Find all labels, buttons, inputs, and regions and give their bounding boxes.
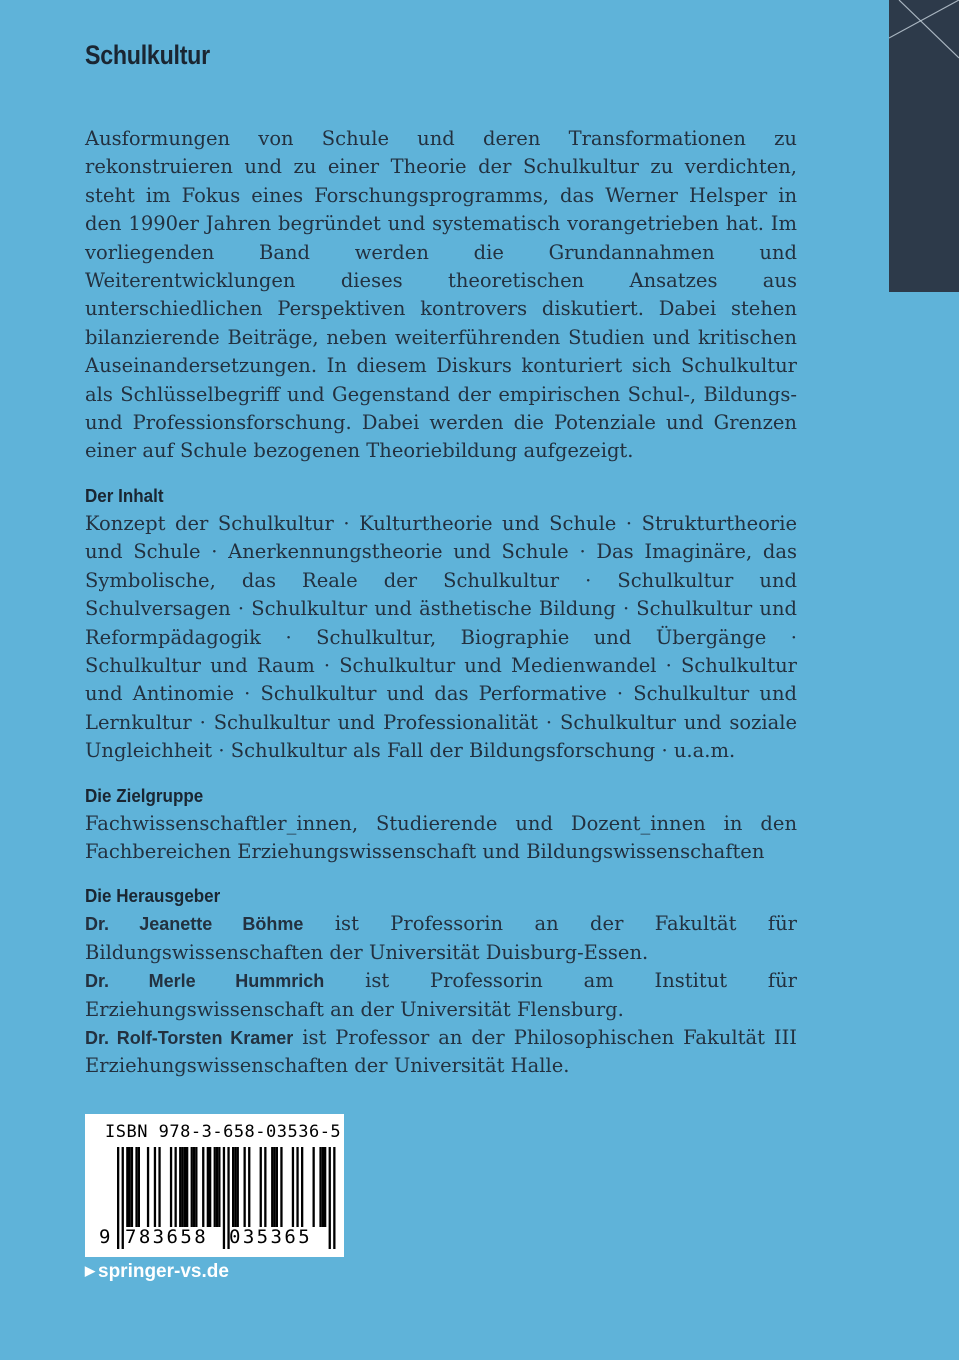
barcode-first-digit: 9: [99, 1226, 111, 1248]
editor-description: ist Professorin am Institut für Erziehungswissenschaft an der Universität Flensburg.: [85, 969, 797, 1021]
barcode-bar: [237, 1147, 239, 1227]
barcode-bar: [138, 1147, 140, 1227]
publisher-website-link[interactable]: [85, 1261, 229, 1283]
isbn-barcode: [85, 1114, 344, 1257]
barcode-bar: [273, 1147, 275, 1227]
barcode-bar: [218, 1147, 220, 1227]
barcode-bar: [292, 1147, 294, 1227]
editor-entry: [85, 910, 797, 967]
inhalt-heading: Der Inhalt: [85, 484, 164, 506]
barcode-bar: [126, 1147, 128, 1227]
editor-entry: [85, 967, 797, 1024]
barcode-bar: [131, 1147, 133, 1227]
triangle-right-icon: ▶: [85, 1263, 95, 1278]
barcode-bar: [260, 1147, 262, 1227]
barcode-right-digits: 035365: [229, 1226, 313, 1248]
barcode-bar: [322, 1147, 324, 1227]
barcode-bar: [122, 1147, 124, 1249]
editor-name: Dr. Jeanette Böhme: [85, 914, 304, 935]
intro-paragraph: Ausformungen von Schule und deren Transformationen zu rekonstruieren und zu einer Theorie der Schulkultur zu verdichten, steht im Fokus eines Forschungsprogramms, das Werner Helsper in den 1990er Jahren begründet und systematisch vorangetrieben hat. Im vorliegenden Band werden die Grundannahmen und Weiterentwicklungen dieses theoretischen Ansatzes aus unterschiedlichen Perspektiven kontrovers diskutiert. Dabei stehen bilanzierende Beiträge, neben weiterführenden Studien und kritischen Auseinandersetzungen. In diesem Diskurs konturiert sich Schulkultur als Schlüsselbegriff und Gegenstand der empirischen Schul-, Bildungs- und Professionsforschung. Dabei werden die Potenziale und Grenzen einer auf Schule bezogenen Theoriebildung aufgezeigt.: [85, 127, 797, 463]
zielgruppe-heading: Die Zielgruppe: [85, 784, 204, 806]
barcode-bar: [234, 1147, 236, 1227]
corner-decoration-panel: [889, 0, 959, 292]
barcode-bar: [209, 1147, 211, 1227]
barcode-bar: [184, 1147, 186, 1227]
barcode-bar: [170, 1147, 172, 1227]
editor-name: Dr. Rolf-Torsten Kramer: [85, 1027, 294, 1048]
zielgruppe-text: Fachwissenschaftler_innen, Studierende und Dozent_innen in den Fachbereichen Erziehungswissenschaft und Bildungswissenschaften: [85, 811, 797, 863]
barcode-bar: [207, 1147, 209, 1227]
barcode-bar: [301, 1147, 303, 1227]
barcode-bar: [296, 1147, 298, 1227]
barcode-bar: [117, 1147, 119, 1249]
barcode-bar: [147, 1147, 149, 1227]
barcode-bar: [193, 1147, 195, 1227]
editor-description: ist Professor an der Philosophischen Fakultät III Erziehungswissenschaften der Universität Halle.: [85, 1025, 798, 1078]
barcode-bar: [280, 1147, 282, 1227]
isbn-number: ISBN 978-3-658-03536-5: [105, 1122, 342, 1142]
barcode-bar: [214, 1147, 216, 1227]
editor-name: Dr. Merle Hummrich: [85, 971, 325, 992]
corner-lines-graphic: [889, 0, 959, 292]
barcode-bar: [181, 1147, 183, 1227]
barcode-bar: [191, 1147, 193, 1227]
book-title: Schulkultur: [85, 40, 210, 70]
barcode-bar: [248, 1147, 250, 1227]
barcode-bar: [244, 1147, 246, 1227]
editor-description: ist Professorin an der Fakultät für Bildungswissenschaften der Universität Duisburg-Essen.: [85, 912, 798, 964]
barcode-bar: [158, 1147, 160, 1227]
barcode-bar: [264, 1147, 266, 1227]
inhalt-text: Konzept der Schulkultur · Kulturtheorie und Schule · Strukturtheorie und Schule · Anerkennungstheorie und Schule · Das Imaginäre, das Symbolische, das Reale der Schulkultur · Schulkultur und Schulversagen · Schulkultur und ästhetische Bildung · Schulkultur und Reformpädagogik · Schulkultur, Biographie und Übergänge · Schulkultur und Raum · Schulkultur und Medienwandel · Schulkultur und Antinomie · Schulkultur und das Performative · Schulkultur und Lernkultur · Schulkultur und Professionalität · Schulkultur und soziale Ungleichheit · Schulkultur als Fall der Bildungsforschung · u.a.m.: [85, 511, 797, 763]
barcode-bar: [333, 1147, 335, 1249]
barcode-bar: [216, 1147, 218, 1227]
barcode-bar: [223, 1147, 225, 1249]
barcode-bar: [129, 1147, 131, 1227]
barcode-bar: [329, 1147, 331, 1249]
barcode-left-digits: 783658: [125, 1226, 209, 1248]
barcode-bar: [175, 1147, 177, 1227]
barcode-bar: [154, 1147, 156, 1227]
barcode-bar: [232, 1147, 234, 1227]
editor-entry: [85, 1024, 797, 1081]
website-label: springer-vs.de: [98, 1261, 229, 1282]
barcode-bar: [271, 1147, 273, 1227]
barcode-bar: [186, 1147, 188, 1227]
barcode-bar: [135, 1147, 137, 1227]
barcode-bar: [313, 1147, 315, 1227]
barcode-bar: [179, 1147, 181, 1227]
barcode-bar: [324, 1147, 326, 1227]
barcode-bar: [319, 1147, 321, 1227]
barcode-bar: [276, 1147, 278, 1227]
barcode-bar: [195, 1147, 197, 1227]
back-cover-content: [85, 125, 797, 1081]
herausgeber-heading: Die Herausgeber: [85, 885, 221, 907]
barcode-bar: [202, 1147, 204, 1227]
